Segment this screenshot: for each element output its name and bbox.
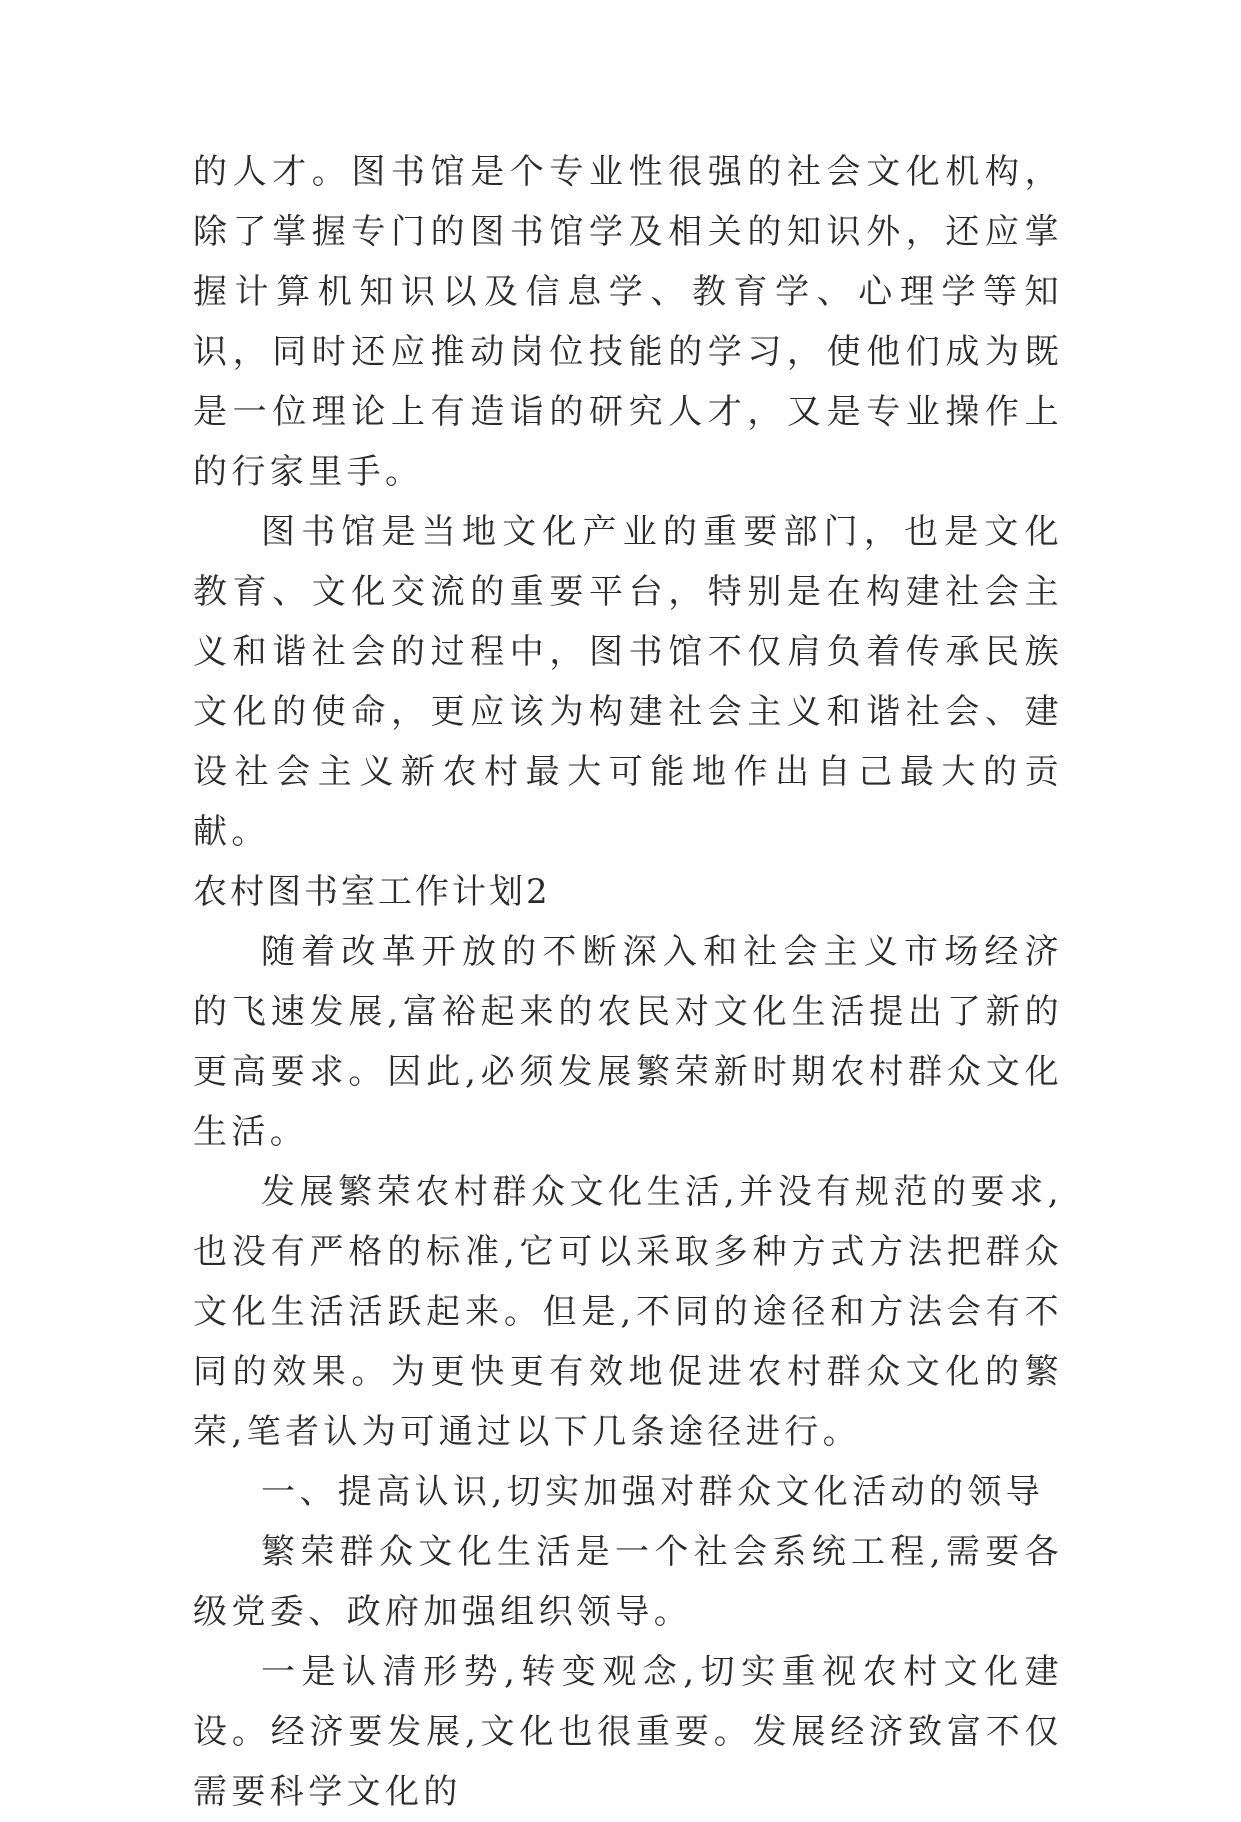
paragraph-continuation: 的人才。图书馆是个专业性很强的社会文化机构，除了掌握专门的图书馆学及相关的知识外，还应掌握计算机知识以及信息学、教育学、心理学等知识，同时还应推动岗位技能的学习，使他们成为既是一位理论上有造诣的研究人才，又是专业操作上的行家里手。 [193,152,1063,492]
document-body [193,142,1063,1822]
paragraph-first-point: 一是认清形势,转变观念,切实重视农村文化建设。经济要发展,文化也很重要。发展经济致富不仅需要科学文化的 [193,1652,1063,1812]
section-heading: 农村图书室工作计划2 [193,872,551,912]
subheading-leadership: 一、提高认识,切实加强对群众文化活动的领导 [261,1472,1045,1512]
paragraph-development-methods: 发展繁荣农村群众文化生活,并没有规范的要求,也没有严格的标准,它可以采取多种方式方法把群众文化生活活跃起来。但是,不同的途径和方法会有不同的效果。为更快更有效地促进农村群众文化的繁荣,笔者认为可通过以下几条途径进行。 [193,1172,1063,1452]
paragraph-reform-intro: 随着改革开放的不断深入和社会主义市场经济的飞速发展,富裕起来的农民对文化生活提出了新的更高要求。因此,必须发展繁荣新时期农村群众文化生活。 [193,932,1063,1152]
paragraph-library-role: 图书馆是当地文化产业的重要部门，也是文化教育、文化交流的重要平台，特别是在构建社会主义和谐社会的过程中，图书馆不仅肩负着传承民族文化的使命，更应该为构建社会主义和谐社会、建设社会主义新农村最大可能地作出自己最大的贡献。 [193,512,1063,852]
paragraph-system-engineering: 繁荣群众文化生活是一个社会系统工程,需要各级党委、政府加强组织领导。 [193,1532,1063,1632]
